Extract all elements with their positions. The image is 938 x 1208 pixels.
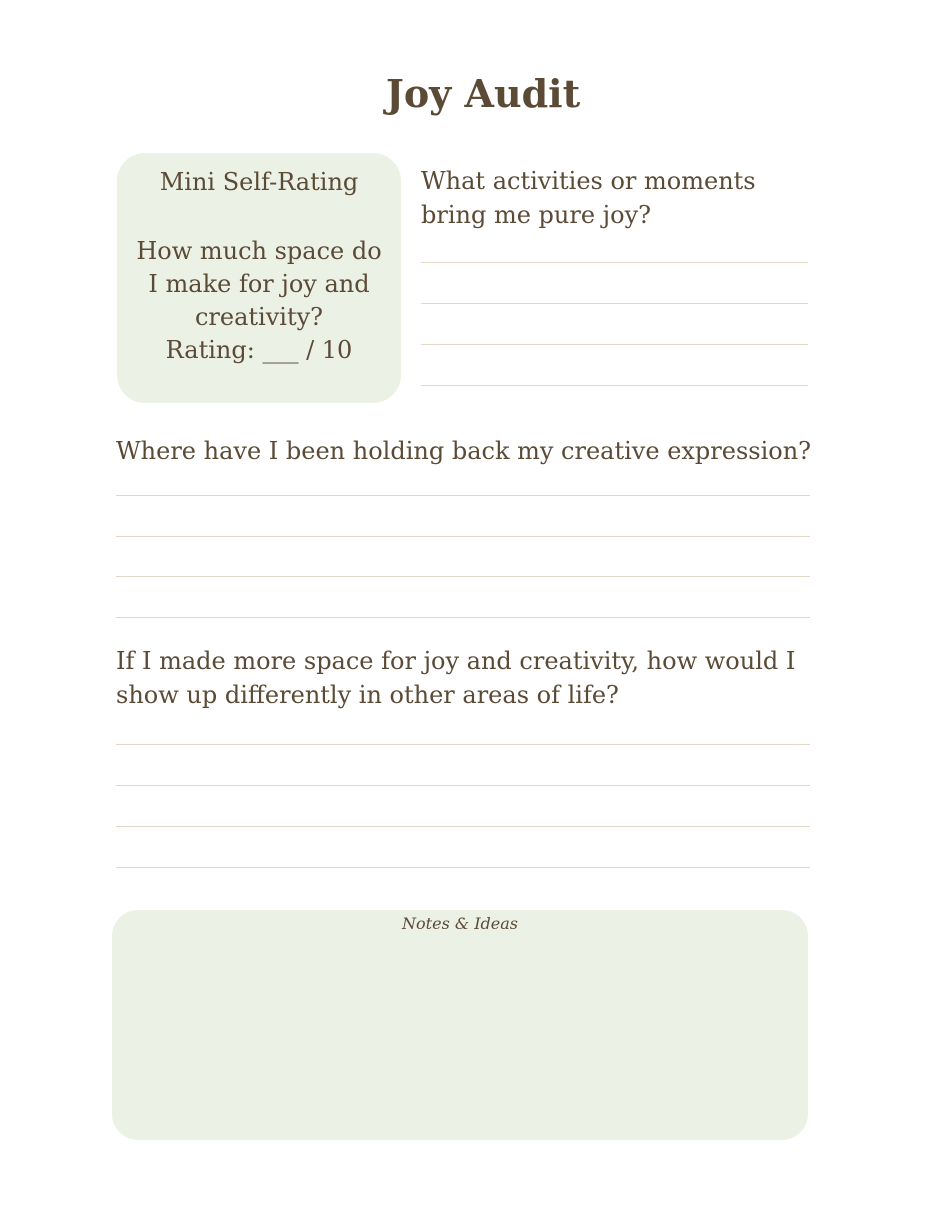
writing-line[interactable] xyxy=(116,785,810,786)
writing-line[interactable] xyxy=(116,826,810,827)
writing-line[interactable] xyxy=(421,303,808,304)
notes-label: Notes & Ideas xyxy=(402,914,518,933)
writing-line[interactable] xyxy=(421,344,808,345)
rating-card-question: How much space do I make for joy and creativity? xyxy=(136,237,382,331)
prompt-joy-activities: What activities or moments bring me pure joy? xyxy=(421,167,756,229)
writing-line[interactable] xyxy=(116,744,810,745)
writing-line[interactable] xyxy=(116,867,810,868)
writing-line[interactable] xyxy=(116,576,810,577)
writing-line[interactable] xyxy=(116,617,810,618)
writing-line[interactable] xyxy=(421,262,808,263)
notes-box[interactable] xyxy=(112,910,808,1140)
rating-card-heading: Mini Self-Rating xyxy=(159,168,359,196)
page-title: Joy Audit xyxy=(385,71,581,116)
prompt-creative-expression: Where have I been holding back my creative expression? xyxy=(116,437,812,465)
writing-line[interactable] xyxy=(116,495,810,496)
writing-line[interactable] xyxy=(421,385,808,386)
writing-line[interactable] xyxy=(116,536,810,537)
prompt-show-up-differently: If I made more space for joy and creativity, how would I show up differently in other areas of life? xyxy=(116,647,796,709)
rating-field[interactable]: Rating: ___ / 10 xyxy=(165,336,353,364)
mini-self-rating-card xyxy=(117,153,401,403)
